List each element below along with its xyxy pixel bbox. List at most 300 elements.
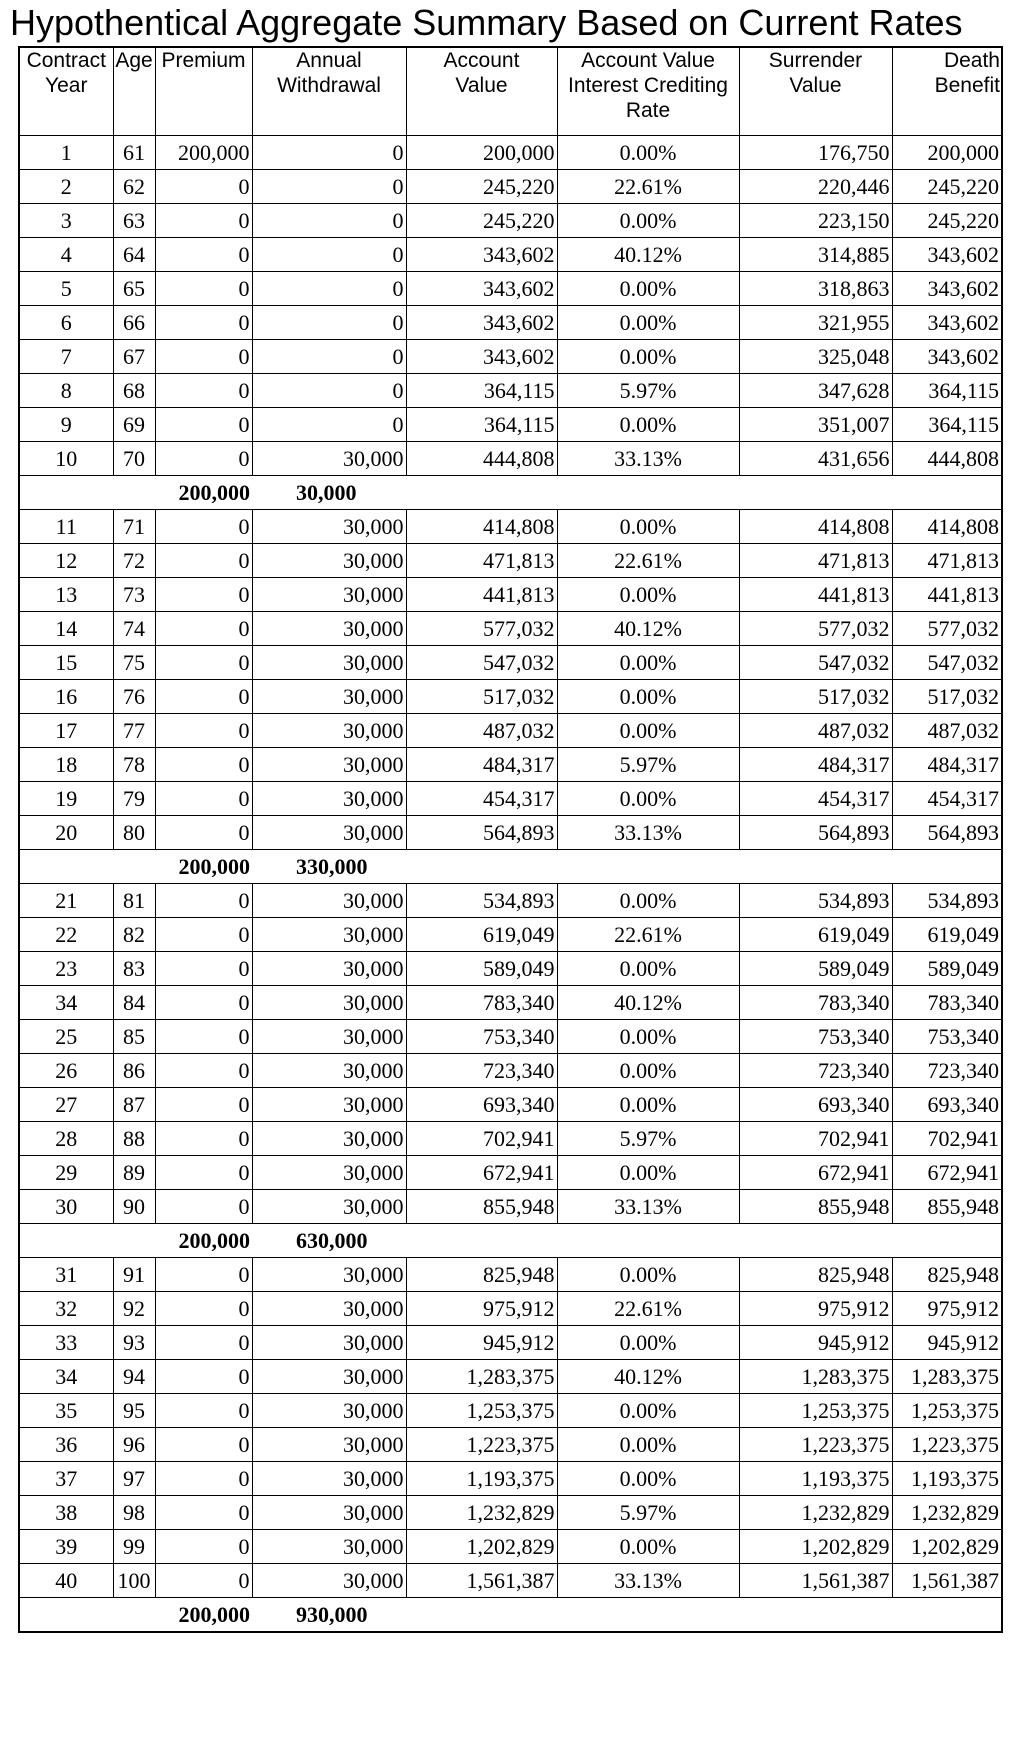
cell-age: 62 <box>113 170 155 204</box>
subtotal-empty-cell <box>892 850 1002 884</box>
cell-surrender-value: 577,032 <box>739 612 892 646</box>
header-line: Contract <box>26 49 106 72</box>
cell-death-benefit: 343,602 <box>892 340 1002 374</box>
cell-premium: 0 <box>155 646 252 680</box>
cell-contract-year: 5 <box>19 272 113 306</box>
cell-contract-year: 30 <box>19 1190 113 1224</box>
table-row <box>19 408 1002 442</box>
table-row <box>19 646 1002 680</box>
cell-account-value: 414,808 <box>406 510 557 544</box>
header-premium <box>155 47 252 136</box>
table-row <box>19 714 1002 748</box>
cell-premium: 0 <box>155 986 252 1020</box>
cell-age: 77 <box>113 714 155 748</box>
cell-account-value: 619,049 <box>406 918 557 952</box>
table-row <box>19 1258 1002 1292</box>
cell-withdrawal: 30,000 <box>252 748 406 782</box>
cell-contract-year: 2 <box>19 170 113 204</box>
cell-death-benefit: 547,032 <box>892 646 1002 680</box>
cell-premium: 0 <box>155 238 252 272</box>
cell-death-benefit: 564,893 <box>892 816 1002 850</box>
cell-surrender-value: 484,317 <box>739 748 892 782</box>
cell-contract-year: 37 <box>19 1462 113 1496</box>
cell-age: 68 <box>113 374 155 408</box>
cell-interest-rate: 33.13% <box>557 816 739 850</box>
cell-age: 84 <box>113 986 155 1020</box>
cell-interest-rate: 40.12% <box>557 612 739 646</box>
table-row <box>19 884 1002 918</box>
cell-contract-year: 38 <box>19 1496 113 1530</box>
cell-account-value: 723,340 <box>406 1054 557 1088</box>
cell-contract-year: 33 <box>19 1326 113 1360</box>
cell-premium: 0 <box>155 680 252 714</box>
header-line: Year <box>45 74 88 97</box>
cell-interest-rate: 5.97% <box>557 1122 739 1156</box>
subtotal-withdrawal: 30,000 <box>252 476 406 510</box>
cell-account-value: 245,220 <box>406 170 557 204</box>
cell-surrender-value: 534,893 <box>739 884 892 918</box>
cell-contract-year: 31 <box>19 1258 113 1292</box>
cell-death-benefit: 1,232,829 <box>892 1496 1002 1530</box>
cell-contract-year: 14 <box>19 612 113 646</box>
cell-age: 71 <box>113 510 155 544</box>
cell-contract-year: 12 <box>19 544 113 578</box>
cell-contract-year: 7 <box>19 340 113 374</box>
cell-surrender-value: 347,628 <box>739 374 892 408</box>
cell-interest-rate: 0.00% <box>557 578 739 612</box>
cell-surrender-value: 1,283,375 <box>739 1360 892 1394</box>
cell-account-value: 200,000 <box>406 136 557 170</box>
cell-surrender-value: 975,912 <box>739 1292 892 1326</box>
cell-withdrawal: 30,000 <box>252 884 406 918</box>
cell-surrender-value: 1,561,387 <box>739 1564 892 1598</box>
header-surrender-value <box>739 47 892 136</box>
table-row <box>19 986 1002 1020</box>
cell-contract-year: 29 <box>19 1156 113 1190</box>
cell-interest-rate: 40.12% <box>557 986 739 1020</box>
cell-age: 88 <box>113 1122 155 1156</box>
cell-withdrawal: 30,000 <box>252 1394 406 1428</box>
cell-interest-rate: 0.00% <box>557 1258 739 1292</box>
cell-withdrawal: 30,000 <box>252 986 406 1020</box>
cell-account-value: 343,602 <box>406 272 557 306</box>
cell-premium: 0 <box>155 1156 252 1190</box>
cell-account-value: 245,220 <box>406 204 557 238</box>
cell-death-benefit: 245,220 <box>892 170 1002 204</box>
cell-withdrawal: 30,000 <box>252 1292 406 1326</box>
header-line: Surrender <box>768 49 863 72</box>
cell-account-value: 517,032 <box>406 680 557 714</box>
subtotal-empty-cell <box>19 476 113 510</box>
cell-surrender-value: 753,340 <box>739 1020 892 1054</box>
cell-premium: 0 <box>155 374 252 408</box>
cell-account-value: 484,317 <box>406 748 557 782</box>
cell-death-benefit: 1,223,375 <box>892 1428 1002 1462</box>
cell-surrender-value: 855,948 <box>739 1190 892 1224</box>
cell-premium: 0 <box>155 918 252 952</box>
cell-interest-rate: 33.13% <box>557 442 739 476</box>
subtotal-empty-cell <box>19 1224 113 1258</box>
cell-withdrawal: 30,000 <box>252 1258 406 1292</box>
cell-premium: 0 <box>155 612 252 646</box>
cell-contract-year: 26 <box>19 1054 113 1088</box>
cell-interest-rate: 0.00% <box>557 1530 739 1564</box>
cell-contract-year: 27 <box>19 1088 113 1122</box>
table-row <box>19 544 1002 578</box>
cell-interest-rate: 0.00% <box>557 306 739 340</box>
cell-account-value: 343,602 <box>406 306 557 340</box>
subtotal-empty-cell <box>892 1598 1002 1633</box>
table-row <box>19 1326 1002 1360</box>
cell-premium: 0 <box>155 1122 252 1156</box>
cell-withdrawal: 30,000 <box>252 1156 406 1190</box>
subtotal-row <box>19 1598 1002 1633</box>
cell-age: 100 <box>113 1564 155 1598</box>
cell-interest-rate: 0.00% <box>557 272 739 306</box>
cell-surrender-value: 1,232,829 <box>739 1496 892 1530</box>
cell-age: 79 <box>113 782 155 816</box>
header-line: Benefit <box>934 74 1000 97</box>
cell-death-benefit: 444,808 <box>892 442 1002 476</box>
cell-surrender-value: 176,750 <box>739 136 892 170</box>
cell-age: 70 <box>113 442 155 476</box>
cell-interest-rate: 0.00% <box>557 646 739 680</box>
cell-surrender-value: 321,955 <box>739 306 892 340</box>
cell-surrender-value: 318,863 <box>739 272 892 306</box>
table-row <box>19 1564 1002 1598</box>
cell-withdrawal: 30,000 <box>252 1326 406 1360</box>
cell-age: 91 <box>113 1258 155 1292</box>
subtotal-row <box>19 476 1002 510</box>
cell-premium: 0 <box>155 170 252 204</box>
cell-premium: 0 <box>155 306 252 340</box>
header-annual-withdrawal <box>252 47 406 136</box>
cell-interest-rate: 33.13% <box>557 1190 739 1224</box>
table-row <box>19 578 1002 612</box>
cell-contract-year: 18 <box>19 748 113 782</box>
cell-interest-rate: 0.00% <box>557 1326 739 1360</box>
subtotal-empty-cell <box>739 1598 892 1633</box>
cell-death-benefit: 487,032 <box>892 714 1002 748</box>
cell-age: 96 <box>113 1428 155 1462</box>
cell-account-value: 1,283,375 <box>406 1360 557 1394</box>
cell-account-value: 783,340 <box>406 986 557 1020</box>
cell-contract-year: 10 <box>19 442 113 476</box>
cell-account-value: 1,253,375 <box>406 1394 557 1428</box>
cell-age: 64 <box>113 238 155 272</box>
subtotal-premium: 200,000 <box>155 1598 252 1633</box>
cell-death-benefit: 693,340 <box>892 1088 1002 1122</box>
cell-death-benefit: 517,032 <box>892 680 1002 714</box>
cell-premium: 0 <box>155 714 252 748</box>
cell-premium: 0 <box>155 1020 252 1054</box>
cell-age: 86 <box>113 1054 155 1088</box>
cell-death-benefit: 343,602 <box>892 306 1002 340</box>
cell-account-value: 471,813 <box>406 544 557 578</box>
cell-age: 72 <box>113 544 155 578</box>
table-row <box>19 1020 1002 1054</box>
cell-death-benefit: 975,912 <box>892 1292 1002 1326</box>
cell-age: 61 <box>113 136 155 170</box>
cell-account-value: 945,912 <box>406 1326 557 1360</box>
header-line: Value <box>789 74 842 97</box>
cell-account-value: 454,317 <box>406 782 557 816</box>
cell-withdrawal: 30,000 <box>252 442 406 476</box>
cell-contract-year: 35 <box>19 1394 113 1428</box>
cell-premium: 0 <box>155 442 252 476</box>
cell-death-benefit: 753,340 <box>892 1020 1002 1054</box>
cell-interest-rate: 22.61% <box>557 544 739 578</box>
cell-contract-year: 9 <box>19 408 113 442</box>
cell-interest-rate: 0.00% <box>557 714 739 748</box>
cell-account-value: 702,941 <box>406 1122 557 1156</box>
cell-surrender-value: 547,032 <box>739 646 892 680</box>
table-row <box>19 1394 1002 1428</box>
table-row <box>19 1122 1002 1156</box>
header-account-value <box>406 47 557 136</box>
cell-death-benefit: 441,813 <box>892 578 1002 612</box>
cell-contract-year: 11 <box>19 510 113 544</box>
cell-interest-rate: 0.00% <box>557 340 739 374</box>
table-row <box>19 680 1002 714</box>
cell-account-value: 1,223,375 <box>406 1428 557 1462</box>
cell-withdrawal: 30,000 <box>252 612 406 646</box>
cell-contract-year: 1 <box>19 136 113 170</box>
cell-premium: 0 <box>155 884 252 918</box>
table-row <box>19 1530 1002 1564</box>
cell-contract-year: 39 <box>19 1530 113 1564</box>
cell-premium: 0 <box>155 1190 252 1224</box>
table-row <box>19 1292 1002 1326</box>
cell-withdrawal: 0 <box>252 306 406 340</box>
cell-withdrawal: 30,000 <box>252 1530 406 1564</box>
cell-premium: 0 <box>155 1428 252 1462</box>
cell-death-benefit: 484,317 <box>892 748 1002 782</box>
cell-account-value: 444,808 <box>406 442 557 476</box>
cell-withdrawal: 30,000 <box>252 680 406 714</box>
table-row <box>19 170 1002 204</box>
cell-premium: 0 <box>155 816 252 850</box>
cell-premium: 0 <box>155 952 252 986</box>
subtotal-empty-cell <box>19 850 113 884</box>
table-row <box>19 1496 1002 1530</box>
cell-surrender-value: 723,340 <box>739 1054 892 1088</box>
subtotal-empty-cell <box>557 1598 739 1633</box>
subtotal-withdrawal: 930,000 <box>252 1598 406 1633</box>
table-row <box>19 1190 1002 1224</box>
cell-premium: 0 <box>155 340 252 374</box>
cell-contract-year: 19 <box>19 782 113 816</box>
cell-contract-year: 21 <box>19 884 113 918</box>
cell-premium: 0 <box>155 1054 252 1088</box>
cell-premium: 0 <box>155 1360 252 1394</box>
subtotal-empty-cell <box>406 1598 557 1633</box>
cell-interest-rate: 22.61% <box>557 170 739 204</box>
cell-interest-rate: 0.00% <box>557 1156 739 1190</box>
cell-surrender-value: 471,813 <box>739 544 892 578</box>
cell-premium: 0 <box>155 1564 252 1598</box>
cell-withdrawal: 30,000 <box>252 1462 406 1496</box>
cell-death-benefit: 471,813 <box>892 544 1002 578</box>
cell-premium: 0 <box>155 1530 252 1564</box>
cell-premium: 0 <box>155 510 252 544</box>
subtotal-empty-cell <box>406 1224 557 1258</box>
cell-contract-year: 3 <box>19 204 113 238</box>
cell-surrender-value: 414,808 <box>739 510 892 544</box>
cell-age: 73 <box>113 578 155 612</box>
cell-death-benefit: 619,049 <box>892 918 1002 952</box>
cell-surrender-value: 220,446 <box>739 170 892 204</box>
cell-withdrawal: 30,000 <box>252 782 406 816</box>
table-row <box>19 1360 1002 1394</box>
cell-contract-year: 22 <box>19 918 113 952</box>
subtotal-empty-cell <box>557 1224 739 1258</box>
table-row <box>19 1088 1002 1122</box>
cell-age: 81 <box>113 884 155 918</box>
cell-premium: 0 <box>155 578 252 612</box>
cell-age: 67 <box>113 340 155 374</box>
cell-death-benefit: 1,253,375 <box>892 1394 1002 1428</box>
cell-contract-year: 34 <box>19 986 113 1020</box>
subtotal-empty-cell <box>406 850 557 884</box>
cell-surrender-value: 487,032 <box>739 714 892 748</box>
cell-interest-rate: 22.61% <box>557 1292 739 1326</box>
cell-death-benefit: 702,941 <box>892 1122 1002 1156</box>
cell-account-value: 343,602 <box>406 340 557 374</box>
cell-death-benefit: 723,340 <box>892 1054 1002 1088</box>
cell-contract-year: 20 <box>19 816 113 850</box>
subtotal-row <box>19 1224 1002 1258</box>
cell-withdrawal: 30,000 <box>252 1496 406 1530</box>
cell-surrender-value: 672,941 <box>739 1156 892 1190</box>
table-row <box>19 1054 1002 1088</box>
cell-withdrawal: 30,000 <box>252 1020 406 1054</box>
cell-premium: 0 <box>155 544 252 578</box>
cell-age: 87 <box>113 1088 155 1122</box>
cell-withdrawal: 0 <box>252 170 406 204</box>
subtotal-empty-cell <box>739 850 892 884</box>
cell-premium: 0 <box>155 1292 252 1326</box>
cell-interest-rate: 0.00% <box>557 510 739 544</box>
cell-surrender-value: 517,032 <box>739 680 892 714</box>
cell-surrender-value: 783,340 <box>739 986 892 1020</box>
cell-interest-rate: 0.00% <box>557 884 739 918</box>
cell-contract-year: 16 <box>19 680 113 714</box>
cell-surrender-value: 223,150 <box>739 204 892 238</box>
cell-withdrawal: 30,000 <box>252 1564 406 1598</box>
cell-contract-year: 15 <box>19 646 113 680</box>
cell-withdrawal: 0 <box>252 136 406 170</box>
table-row <box>19 918 1002 952</box>
cell-contract-year: 23 <box>19 952 113 986</box>
cell-death-benefit: 364,115 <box>892 374 1002 408</box>
cell-age: 98 <box>113 1496 155 1530</box>
cell-age: 95 <box>113 1394 155 1428</box>
cell-premium: 0 <box>155 272 252 306</box>
cell-interest-rate: 22.61% <box>557 918 739 952</box>
cell-interest-rate: 0.00% <box>557 952 739 986</box>
table-row <box>19 238 1002 272</box>
cell-surrender-value: 619,049 <box>739 918 892 952</box>
header-contract-year <box>19 47 113 136</box>
cell-age: 65 <box>113 272 155 306</box>
cell-premium: 0 <box>155 748 252 782</box>
cell-account-value: 564,893 <box>406 816 557 850</box>
cell-withdrawal: 30,000 <box>252 1428 406 1462</box>
table-row <box>19 1156 1002 1190</box>
cell-age: 83 <box>113 952 155 986</box>
table-row <box>19 204 1002 238</box>
cell-account-value: 672,941 <box>406 1156 557 1190</box>
table-row <box>19 306 1002 340</box>
cell-surrender-value: 314,885 <box>739 238 892 272</box>
cell-contract-year: 4 <box>19 238 113 272</box>
cell-surrender-value: 454,317 <box>739 782 892 816</box>
table-row <box>19 1462 1002 1496</box>
cell-withdrawal: 0 <box>252 272 406 306</box>
cell-death-benefit: 414,808 <box>892 510 1002 544</box>
cell-account-value: 547,032 <box>406 646 557 680</box>
table-row <box>19 1428 1002 1462</box>
cell-withdrawal: 30,000 <box>252 952 406 986</box>
cell-interest-rate: 0.00% <box>557 136 739 170</box>
cell-age: 97 <box>113 1462 155 1496</box>
cell-death-benefit: 364,115 <box>892 408 1002 442</box>
cell-death-benefit: 1,193,375 <box>892 1462 1002 1496</box>
cell-interest-rate: 0.00% <box>557 1462 739 1496</box>
table-row <box>19 136 1002 170</box>
cell-age: 94 <box>113 1360 155 1394</box>
cell-account-value: 753,340 <box>406 1020 557 1054</box>
cell-account-value: 1,193,375 <box>406 1462 557 1496</box>
cell-account-value: 364,115 <box>406 374 557 408</box>
cell-interest-rate: 33.13% <box>557 1564 739 1598</box>
subtotal-empty-cell <box>892 1224 1002 1258</box>
cell-age: 69 <box>113 408 155 442</box>
header-line: Value <box>455 74 508 97</box>
cell-surrender-value: 589,049 <box>739 952 892 986</box>
cell-account-value: 825,948 <box>406 1258 557 1292</box>
subtotal-empty-cell <box>406 476 557 510</box>
cell-withdrawal: 30,000 <box>252 1088 406 1122</box>
cell-premium: 0 <box>155 1394 252 1428</box>
header-line: Withdrawal <box>277 74 381 97</box>
table-row <box>19 748 1002 782</box>
cell-account-value: 487,032 <box>406 714 557 748</box>
cell-premium: 0 <box>155 1496 252 1530</box>
header-line: Rate <box>625 99 671 122</box>
cell-age: 78 <box>113 748 155 782</box>
cell-account-value: 1,561,387 <box>406 1564 557 1598</box>
cell-death-benefit: 855,948 <box>892 1190 1002 1224</box>
cell-interest-rate: 0.00% <box>557 1428 739 1462</box>
subtotal-row <box>19 850 1002 884</box>
cell-interest-rate: 0.00% <box>557 1088 739 1122</box>
cell-death-benefit: 1,283,375 <box>892 1360 1002 1394</box>
cell-withdrawal: 30,000 <box>252 1054 406 1088</box>
header-age <box>113 47 155 136</box>
table-row <box>19 374 1002 408</box>
cell-death-benefit: 577,032 <box>892 612 1002 646</box>
subtotal-empty-cell <box>892 476 1002 510</box>
cell-death-benefit: 343,602 <box>892 238 1002 272</box>
cell-account-value: 975,912 <box>406 1292 557 1326</box>
cell-account-value: 1,232,829 <box>406 1496 557 1530</box>
cell-age: 80 <box>113 816 155 850</box>
cell-death-benefit: 589,049 <box>892 952 1002 986</box>
table-header-row <box>19 47 1002 136</box>
cell-interest-rate: 40.12% <box>557 238 739 272</box>
